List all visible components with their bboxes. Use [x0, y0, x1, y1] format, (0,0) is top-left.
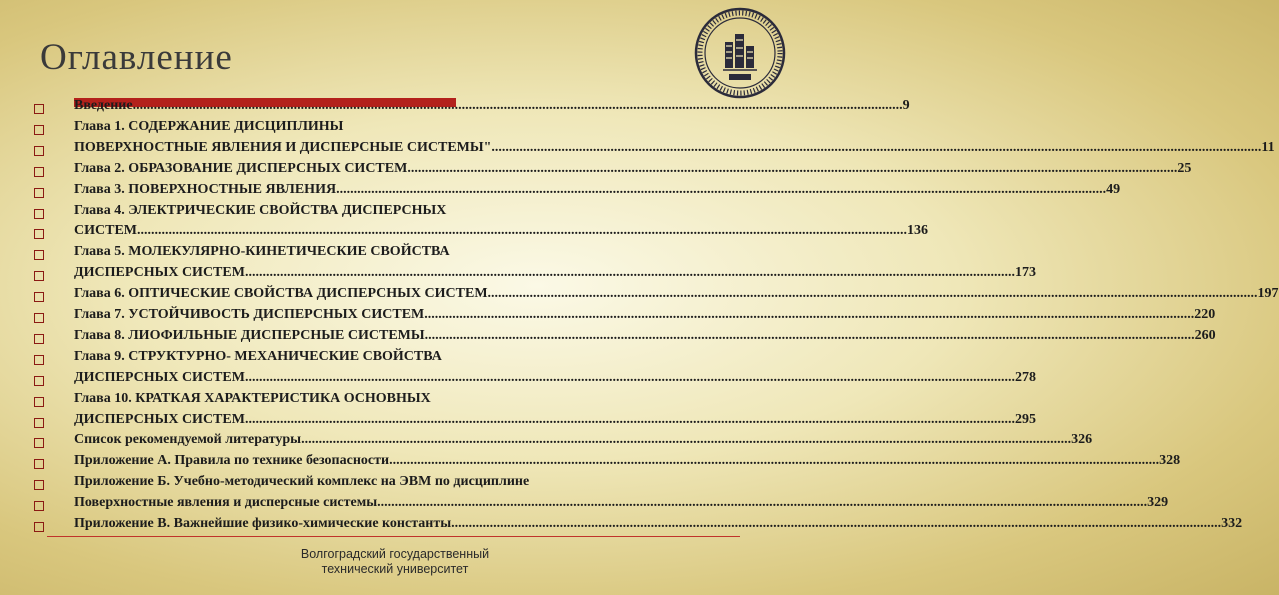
toc-entry	[74, 474, 768, 494]
toc-page-number: 328	[1159, 453, 1181, 468]
toc-page-number: 260	[1194, 328, 1216, 343]
university-seal-logo	[693, 6, 787, 100]
toc-page-number: 220	[1194, 307, 1216, 322]
toc-entry	[74, 370, 1036, 390]
toc-leader-dots: ............................................................................................................................................................................................................................	[424, 328, 1195, 343]
toc-entry-title: Глава 2. ОБРАЗОВАНИЕ ДИСПЕРСНЫХ СИСТЕМ	[74, 161, 408, 176]
toc-leader-dots: ............................................................................................................................................................................................................................	[244, 265, 1015, 280]
toc-page-number: 326	[1071, 432, 1093, 447]
bullet-square-icon	[34, 334, 44, 344]
toc-leader-dots: ............................................................................................................................................................................................................................	[407, 161, 1178, 176]
bullet-square-icon	[34, 397, 44, 407]
toc-entry-title: Глава 9. СТРУКТУРНО- МЕХАНИЧЕСКИЕ СВОЙСТВА	[74, 349, 442, 364]
toc-entry	[74, 349, 768, 369]
toc-entry-title: Глава 10. КРАТКАЯ ХАРАКТЕРИСТИКА ОСНОВНЫХ	[74, 391, 431, 406]
toc-page-number: 49	[1106, 182, 1121, 197]
toc-leader-dots: ............................................................................................................................................................................................................................	[424, 307, 1195, 322]
bullet-square-icon	[34, 418, 44, 428]
toc-page-number: 136	[907, 223, 928, 238]
toc-entry	[74, 265, 1036, 285]
toc-entry-title: Глава 3. ПОВЕРХНОСТНЫЕ ЯВЛЕНИЯ	[74, 182, 337, 197]
toc-entry	[74, 223, 928, 243]
toc-entry-title: Приложение Б. Учебно-методический комплекс на ЭВМ по дисциплине	[74, 474, 530, 489]
toc-entry	[74, 119, 768, 139]
bullet-square-icon	[34, 209, 44, 219]
toc-entry	[74, 495, 1169, 515]
toc-entry	[74, 412, 1036, 432]
toc-entry	[74, 182, 1121, 202]
toc-entry-title: Глава 5. МОЛЕКУЛЯРНО-КИНЕТИЧЕСКИЕ СВОЙСТВА	[74, 244, 450, 259]
bullet-square-icon	[34, 376, 44, 386]
bullet-square-icon	[34, 167, 44, 177]
bullet-square-icon	[34, 125, 44, 135]
toc-page-number: 197	[1257, 286, 1279, 301]
toc-leader-dots: ............................................................................................................................................................................................................................	[377, 495, 1148, 510]
toc-entry	[74, 203, 768, 223]
bullet-square-icon	[34, 459, 44, 469]
toc-entry	[74, 391, 768, 411]
bullet-square-icon	[34, 480, 44, 490]
toc-entry-title: Список рекомендуемой литературы	[74, 432, 302, 447]
footer	[253, 547, 537, 577]
bullet-square-icon	[34, 271, 44, 281]
toc-page-number: 173	[1014, 265, 1036, 280]
toc-entry-title: Глава 1. СОДЕРЖАНИЕ ДИСЦИПЛИНЫ	[74, 119, 344, 134]
bullet-column	[34, 96, 56, 536]
toc-entry	[74, 432, 1093, 452]
toc-entry	[74, 161, 1192, 181]
page-title: Оглавление	[40, 37, 233, 78]
bullet-square-icon	[34, 438, 44, 448]
toc-leader-dots: ............................................................................................................................................................................................................................	[244, 370, 1015, 385]
toc-entry-title: ПОВЕРХНОСТНЫЕ ЯВЛЕНИЯ И ДИСПЕРСНЫЕ СИСТЕМЫ"	[74, 140, 492, 155]
toc-entry-title: Введение	[74, 98, 133, 113]
toc-entry-title: Глава 4. ЭЛЕКТРИЧЕСКИЕ СВОЙСТВА ДИСПЕРСНЫХ	[74, 203, 447, 218]
toc-page-number: 329	[1147, 495, 1169, 510]
toc-leader-dots: ............................................................................................................................................................................................................................	[389, 453, 1160, 468]
table-of-contents	[74, 98, 1279, 538]
toc-entry-title: Глава 7. УСТОЙЧИВОСТЬ ДИСПЕРСНЫХ СИСТЕМ	[74, 307, 425, 322]
toc-leader-dots: ............................................................................................................................................................................................................................	[487, 286, 1258, 301]
toc-entry	[74, 140, 1275, 160]
toc-page-number: 25	[1177, 161, 1192, 176]
toc-entry	[74, 328, 1216, 348]
toc-leader-dots: ............................................................................................................................................................................................................................	[244, 412, 1015, 427]
toc-entry	[74, 286, 1279, 306]
toc-entry-title: Приложение В. Важнейшие физико-химические константы	[74, 516, 452, 531]
bullet-square-icon	[34, 313, 44, 323]
toc-page-number: 9	[902, 98, 910, 113]
bullet-square-icon	[34, 355, 44, 365]
toc-entry-title: ДИСПЕРСНЫХ СИСТЕМ	[74, 412, 245, 427]
bullet-square-icon	[34, 229, 44, 239]
bullet-square-icon	[34, 292, 44, 302]
toc-leader-dots: ............................................................................................................................................................................................................................	[132, 98, 903, 113]
bullet-square-icon	[34, 146, 44, 156]
toc-entry	[74, 98, 910, 118]
toc-entry	[74, 244, 768, 264]
toc-page-number: 278	[1014, 370, 1036, 385]
toc-entry-title: Приложение А. Правила по технике безопасности	[74, 453, 390, 468]
toc-entry	[74, 516, 1243, 536]
toc-entry-title: ДИСПЕРСНЫХ СИСТЕМ	[74, 370, 245, 385]
footer-divider	[47, 536, 740, 537]
toc-leader-dots: ............................................................................................................................................................................................................................	[336, 182, 1107, 197]
toc-entry-title: ДИСПЕРСНЫХ СИСТЕМ	[74, 265, 245, 280]
footer-line-1: Волгоградский государственный	[300, 547, 490, 561]
toc-leader-dots: ............................................................................................................................................................................................................................	[301, 432, 1072, 447]
toc-entry	[74, 453, 1181, 473]
toc-entry-title: Поверхностные явления и дисперсные системы	[74, 495, 378, 510]
toc-entry	[74, 307, 1216, 327]
bullet-square-icon	[34, 501, 44, 511]
toc-page-number: 332	[1221, 516, 1243, 531]
toc-entry-title: Глава 8. ЛИОФИЛЬНЫЕ ДИСПЕРСНЫЕ СИСТЕМЫ	[74, 328, 425, 343]
toc-leader-dots: ............................................................................................................................................................................................................................	[451, 516, 1222, 531]
toc-page-number: 11	[1261, 140, 1275, 155]
bullet-square-icon	[34, 104, 44, 114]
bullet-square-icon	[34, 188, 44, 198]
toc-entry-title: СИСТЕМ	[74, 223, 137, 238]
toc-page-number: 295	[1014, 412, 1036, 427]
toc-leader-dots: ............................................................................................................................................................................................................................	[491, 140, 1262, 155]
toc-entry-title: Глава 6. ОПТИЧЕСКИЕ СВОЙСТВА ДИСПЕРСНЫХ СИСТЕМ	[74, 286, 488, 301]
bullet-square-icon	[34, 522, 44, 532]
toc-leader-dots: ............................................................................................................................................................................................................................	[137, 223, 907, 238]
bullet-square-icon	[34, 250, 44, 260]
footer-line-2: технический университет	[321, 562, 469, 576]
